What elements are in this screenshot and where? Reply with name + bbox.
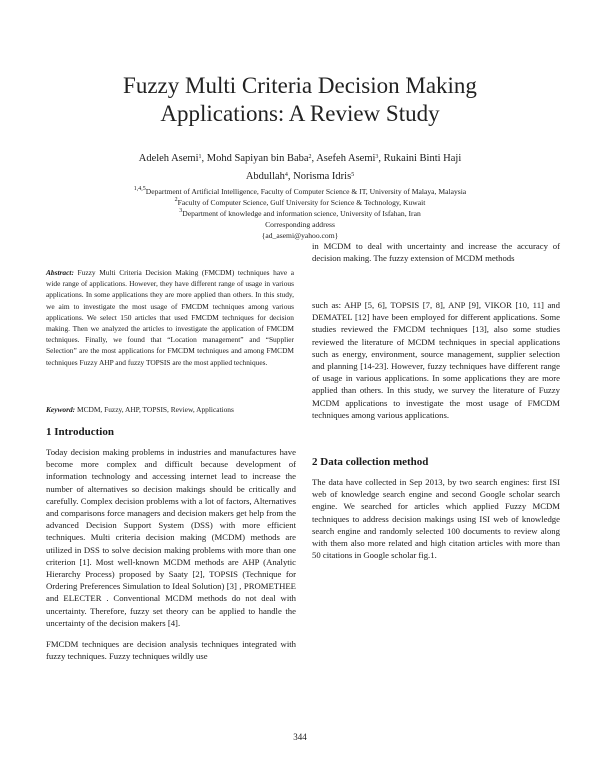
corresponding-email: {ad_asemi@yahoo.com} <box>261 231 339 240</box>
abstract-text: Fuzzy Multi Criteria Decision Making (FMCDM) techniques have a wide range of applications. However, they have different range of usage in various applications. In some applications they are more applied than others. In this study, we aim to investigate the most usage of FMCDM techniques among various applications. We select 150 articles that used FMCDM techniques for decision making. Then we analyzed the articles to investigate the application of FMCDM techniques. Finally, we found that “Location management” and “Supplier Selection” are the most applications for FMCDM techniques and among FMCDM techniques Fuzzy AHP and fuzzy TOPSIS are the most applied techniques. <box>46 268 294 367</box>
affiliations <box>40 186 560 241</box>
author-sup: 1 <box>198 154 202 160</box>
column-2-paragraph-2: The data have collected in Sep 2013, by two search engines: first ISI web of knowledge search engine and second Google scholar search engine. We searched for articles which applied Fuzzy MCDM techniques to address decision makings using ISI web of knowledge search engine and randomly selected 100 documents to review along with them also more related and high citation articles with more than 50 citations in Google scholar fig.1. <box>312 477 560 561</box>
section-2-heading: 2 Data collection method <box>312 456 429 468</box>
intro-paragraph-1: Today decision making problems in industries and manufactures have become more complex and difficult because development of information technology and accessing internet lead to increase the number of alternatives so decision makings should be critically and carefully. Complex decision problems with a lot of factors, Alternatives and comparisons force managers and decision makers get help from the advanced Decision Support System (DSS) with more efficient techniques. Multi criteria decision making (MCDM) methods are utilized in DSS to solve decision making problems with more than one criterion [1]. Most well-known MCDM methods are AHP (Analytic Hierarchy Process) proposed by Saaty [2], TOPSIS (Technique for Ordering Preferences Simulation to Ideal Solution) [3] , PROMETHEE and ELECTER . Conventional MCDM methods do not deal with uncertainty. Therefore, fuzzy set theory can be applied to handle the uncertainty of the decision makers [4]. <box>46 447 296 628</box>
affiliation-text: Faculty of Computer Science, Gulf University for Science & Technology, Kuwait <box>177 198 426 207</box>
affiliation-sup: 3 <box>179 208 183 214</box>
corresponding-label: Corresponding address <box>265 220 335 229</box>
abstract-label: Abstract: <box>46 268 74 277</box>
author-name: , Rukaini Binti Haji <box>378 153 462 164</box>
column-2-paragraph-1: such as: AHP [5, 6], TOPSIS [7, 8], ANP [9], VIKOR [10, 11] and DEMATEL [12] have been employed for different applications. Some studies reviewed the FMCDM techniques [13], also some studies reviewed the literature of MCDM techniques in special applications such as energy, environment, source management, supplier selection and planning [14-23]. However, fuzzy techniques have different range of usage in various applications. In some applications they are more applied than others. In this study, we survey the literature of Fuzzy MCDM applications to investigate the most usage of FMCDM techniques among various applications. <box>312 300 560 420</box>
intro-paragraph-2: FMCDM techniques are decision analysis techniques integrated with fuzzy techniques. Fuzzy techniques wildly use <box>46 639 296 662</box>
author-sup: 2 <box>308 154 312 160</box>
author-name: , Mohd Sapiyan bin Baba <box>201 153 309 164</box>
author-name: , Norisma Idris <box>287 171 352 182</box>
affiliation-sup: 2 <box>174 197 178 203</box>
author-name: , Asefeh Asemi <box>311 153 376 164</box>
author-list <box>60 150 540 186</box>
title-line-1: Fuzzy Multi Criteria Decision Making <box>123 73 477 98</box>
affiliation-sup: 1,4,5 <box>133 186 146 192</box>
intro-column <box>46 446 296 671</box>
affiliation-line <box>40 186 560 197</box>
author-sup: 4 <box>284 172 288 178</box>
keywords-label: Keyword: <box>46 405 76 414</box>
title-line-2: Applications: A Review Study <box>160 101 440 126</box>
author-line-1 <box>60 150 540 168</box>
affiliation-line <box>40 208 560 219</box>
affiliation-line <box>40 197 560 208</box>
author-name: Adeleh Asemi <box>138 153 199 164</box>
affiliation-text: Department of knowledge and information science, University of Isfahan, Iran <box>182 209 421 218</box>
author-sup: 3 <box>375 154 379 160</box>
page-number: 344 <box>293 732 307 742</box>
author-line-2 <box>60 168 540 186</box>
keywords-text: MCDM, Fuzzy, AHP, TOPSIS, Review, Applications <box>77 405 234 414</box>
paper-title <box>0 72 600 128</box>
abstract <box>46 267 294 368</box>
column-2-top-text: in MCDM to deal with uncertainty and increase the accuracy of decision making. The fuzzy extension of MCDM methods <box>312 241 560 264</box>
section-1-heading: 1 Introduction <box>46 426 114 438</box>
keywords <box>46 405 306 414</box>
author-sup: 5 <box>351 172 355 178</box>
author-name: Abdullah <box>245 171 285 182</box>
affiliation-text: Department of Artificial Intelligence, Faculty of Computer Science & IT, University of Malaya, Malaysia <box>145 187 467 196</box>
